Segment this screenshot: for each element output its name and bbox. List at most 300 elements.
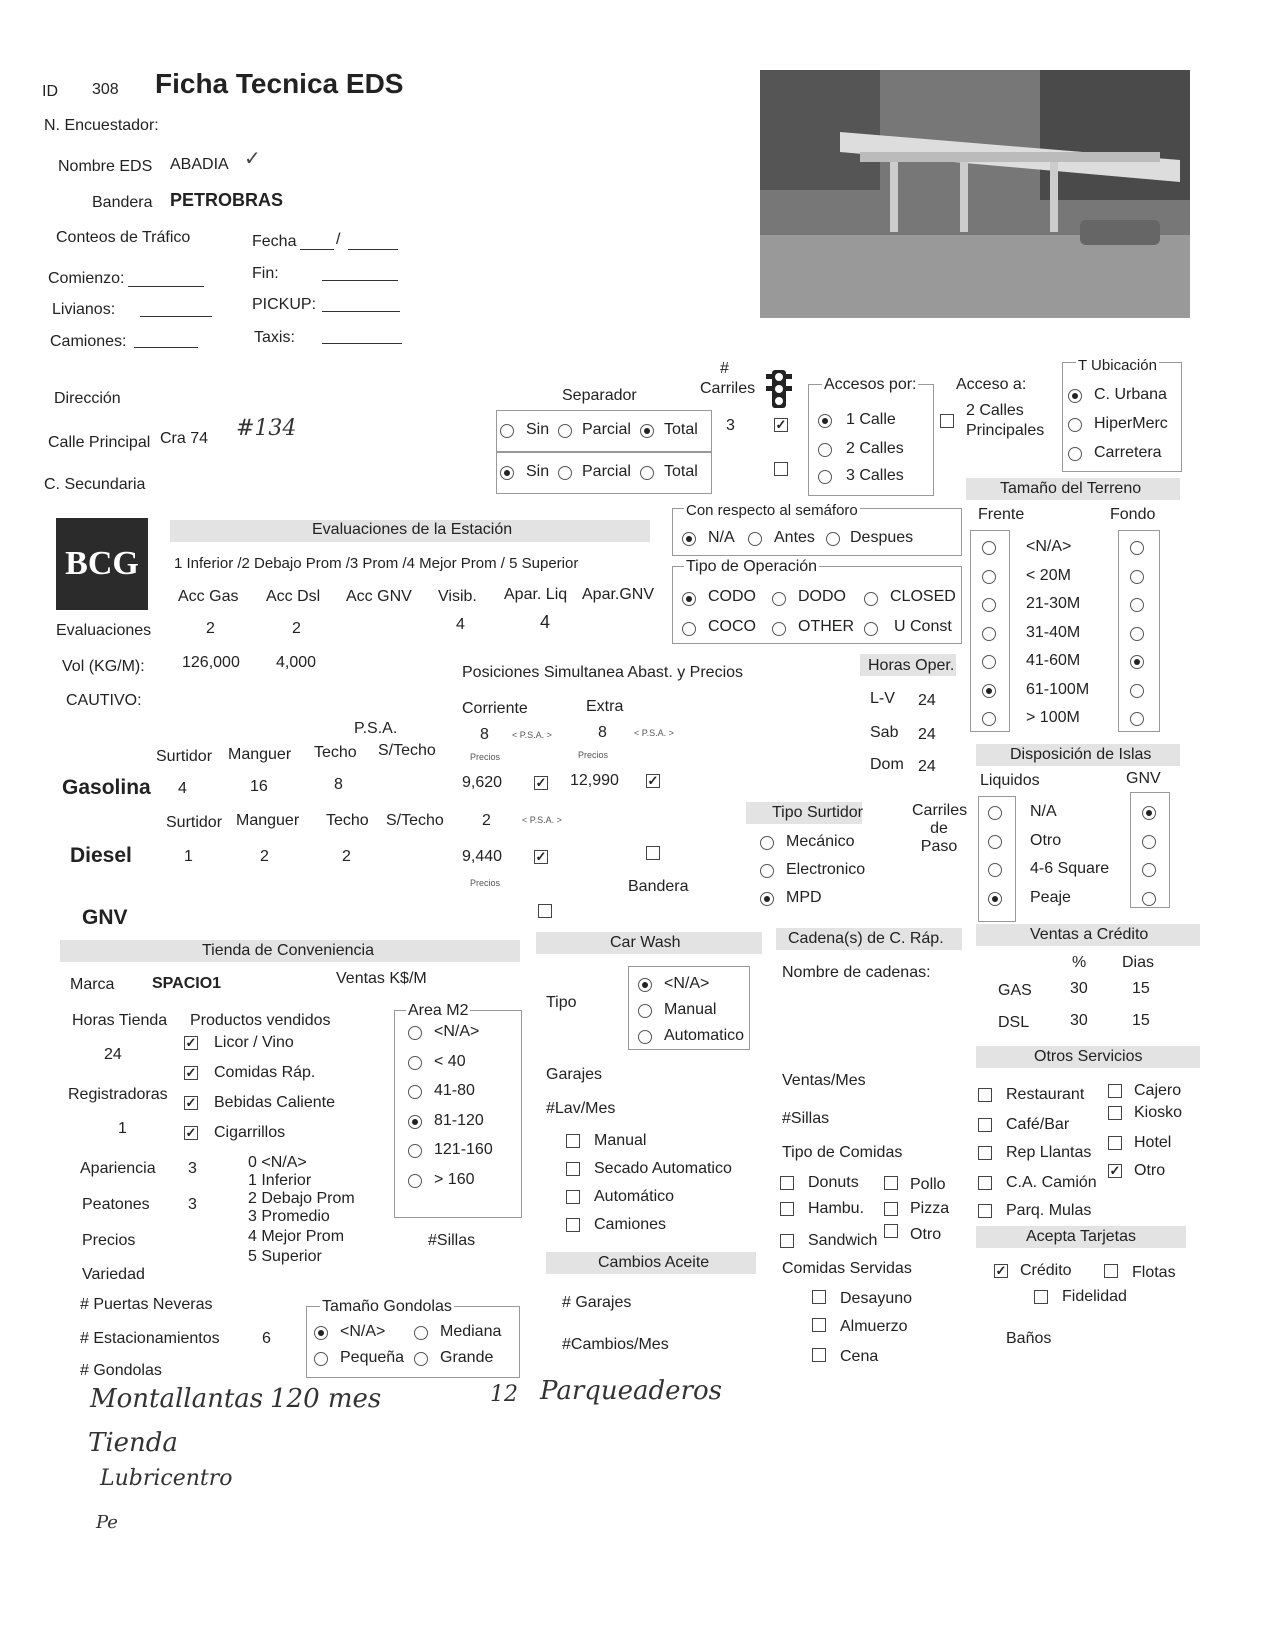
credito-gas-pct[interactable]: 30: [1070, 980, 1088, 997]
cadena-ventas-label: Ventas/Mes: [782, 1072, 866, 1089]
sandwich-label: Sandwich: [808, 1232, 878, 1249]
carriles-value[interactable]: 3: [726, 417, 735, 434]
livianos-field[interactable]: [140, 316, 212, 317]
fondo-radio-2[interactable]: [1130, 598, 1144, 612]
acceso-a-opt1: 2 Calles: [966, 402, 1024, 419]
gasolina-surtidor-label: Surtidor: [156, 748, 213, 765]
fecha-day-field[interactable]: [300, 249, 334, 250]
ubicacion-urbana-radio[interactable]: [1068, 389, 1082, 403]
frente-label: Frente: [978, 506, 1025, 523]
aceite-cambios-label: #Cambios/Mes: [562, 1336, 669, 1353]
frente-radio-0[interactable]: [982, 541, 996, 555]
gond-pequena-radio[interactable]: [314, 1352, 328, 1366]
tarjeta-credito-label: Crédito: [1020, 1262, 1072, 1279]
gnv-price-checkbox[interactable]: [538, 904, 552, 918]
carwash-automatico-label: Automatico: [664, 1027, 745, 1044]
op-codo-radio[interactable]: [682, 592, 696, 606]
sep-secundaria-total-radio[interactable]: [640, 466, 654, 480]
otro-servicio-label: Otro: [1134, 1162, 1166, 1179]
extra-price-checkbox[interactable]: ✓: [647, 773, 659, 788]
op-uconst-label: U Const: [894, 618, 952, 635]
area-option-label: 121-160: [434, 1141, 493, 1158]
semaforo-despues-label: Despues: [850, 529, 914, 546]
comienzo-field[interactable]: [128, 286, 204, 287]
credito-dsl-dias[interactable]: 15: [1132, 1012, 1150, 1029]
corriente-label: Corriente: [462, 700, 528, 717]
almuerzo-checkbox[interactable]: [812, 1318, 826, 1332]
donuts-label: Donuts: [808, 1174, 859, 1191]
accesos-2calles-radio[interactable]: [818, 443, 832, 457]
nombre-eds-value[interactable]: ABADIA: [170, 156, 229, 173]
semaforo-secundaria-checkbox[interactable]: [774, 462, 788, 476]
gond-na-radio[interactable]: [314, 1326, 328, 1340]
gond-mediana-label: Mediana: [440, 1323, 502, 1340]
scale-3: 3 Promedio: [248, 1208, 330, 1225]
op-coco-label: COCO: [708, 618, 756, 635]
gasolina-stecho-label: S/Techo: [378, 742, 436, 759]
otros-title: Otros Servicios: [1034, 1048, 1143, 1065]
fondo-radio-4[interactable]: [1130, 655, 1144, 669]
restaurant-label: Restaurant: [1006, 1086, 1085, 1103]
estacionamientos-value[interactable]: 6: [262, 1330, 271, 1347]
credito-pct-label: %: [1072, 954, 1087, 971]
registradoras-label: Registradoras: [68, 1086, 168, 1103]
cw-automatico-checkbox[interactable]: [566, 1190, 580, 1204]
gond-mediana-radio[interactable]: [414, 1326, 428, 1340]
note-12: 12: [490, 1382, 518, 1407]
fondo-radio-1[interactable]: [1130, 570, 1144, 584]
carwash-title: Car Wash: [610, 934, 681, 951]
col-visib: Visib.: [438, 588, 477, 605]
gondolas-group: [306, 1306, 520, 1378]
area-radio-2[interactable]: [408, 1085, 422, 1099]
peatones-label: Peatones: [82, 1196, 150, 1213]
direccion-label: Dirección: [54, 390, 121, 407]
page-title: Ficha Tecnica EDS: [155, 68, 404, 99]
posiciones-title: Posiciones Simultanea Abast. y Precios: [462, 664, 744, 681]
rep-llantas-checkbox[interactable]: [978, 1146, 992, 1160]
surtidor-mecanico-radio[interactable]: [760, 836, 774, 850]
credito-gas-dias[interactable]: 15: [1132, 980, 1150, 997]
pizza-label: Pizza: [910, 1200, 950, 1217]
islas-liquidos-radio-1[interactable]: [988, 835, 1002, 849]
area-radio-5[interactable]: [408, 1174, 422, 1188]
tarjeta-fidelidad-label: Fidelidad: [1062, 1288, 1127, 1305]
tarjeta-fidelidad-checkbox[interactable]: [1034, 1290, 1048, 1304]
sep-sin-label: Sin: [526, 421, 550, 438]
diesel-label: Diesel: [70, 844, 132, 867]
fin-field[interactable]: [322, 280, 398, 281]
cigarrillos-checkbox[interactable]: ✓: [185, 1125, 197, 1140]
ubicacion-hipermerc-radio[interactable]: [1068, 418, 1082, 432]
otro-comida-checkbox[interactable]: [884, 1224, 898, 1238]
gondolas-label: # Gondolas: [80, 1362, 162, 1379]
kiosko-checkbox[interactable]: [1108, 1106, 1122, 1120]
carriles-hash: #: [720, 360, 729, 377]
hambu-checkbox[interactable]: [780, 1202, 794, 1216]
cautivo-label: CAUTIVO:: [66, 692, 142, 709]
horas-title: Horas Oper.: [868, 657, 955, 674]
islas-option-label: N/A: [1030, 803, 1057, 820]
tamano-option-label: 21-30M: [1026, 595, 1081, 612]
area-option-label: < 40: [434, 1052, 466, 1070]
cadena-sillas-label: #Sillas: [782, 1110, 830, 1127]
area-option-label: > 160: [434, 1170, 475, 1188]
cajero-checkbox[interactable]: [1108, 1084, 1122, 1098]
cw-automatico-label: Automático: [594, 1188, 675, 1205]
ca-camion-checkbox[interactable]: [978, 1176, 992, 1190]
evaluaciones-row-label: Evaluaciones: [56, 622, 152, 639]
semaforo-na-radio[interactable]: [682, 532, 696, 546]
calle-principal-value[interactable]: Cra 74: [160, 430, 209, 447]
restaurant-checkbox[interactable]: [978, 1088, 992, 1102]
op-other-label: OTHER: [798, 618, 854, 635]
horas-lv-value[interactable]: 24: [918, 692, 936, 709]
bandera-col-label: Bandera: [628, 878, 689, 895]
cw-secado-checkbox[interactable]: [566, 1162, 580, 1176]
sep-sin-label: Sin: [526, 463, 550, 480]
apariencia-value[interactable]: 3: [188, 1160, 197, 1177]
accesos-1calle-label: 1 Calle: [846, 411, 896, 428]
horas-lv-label: L-V: [870, 690, 895, 707]
islas-title: Disposición de Islas: [1010, 746, 1152, 763]
registradoras-value[interactable]: 1: [118, 1120, 127, 1137]
calle-principal-handwritten: #134: [236, 416, 297, 441]
corriente-psa-label: < P.S.A. >: [512, 730, 552, 740]
diesel-stecho-label: S/Techo: [386, 812, 444, 829]
surtidor-electronico-radio[interactable]: [760, 864, 774, 878]
carwash-manual-label: Manual: [664, 1001, 717, 1018]
frente-radio-2[interactable]: [982, 598, 996, 612]
parq-mulas-label: Parq. Mulas: [1006, 1202, 1092, 1219]
camiones-field[interactable]: [134, 347, 198, 348]
ubicacion-carretera-radio[interactable]: [1068, 447, 1082, 461]
frente-radio-5[interactable]: [982, 684, 996, 698]
islas-gnv-radio-0[interactable]: [1142, 806, 1156, 820]
check-mark-icon: ✓: [244, 146, 261, 170]
eval-apar-liq-value[interactable]: 4: [540, 612, 551, 632]
gnv-label: GNV: [82, 906, 128, 929]
tamano-option-label: 31-40M: [1026, 623, 1081, 641]
desayuno-checkbox[interactable]: [812, 1290, 826, 1304]
credito-gas-label: GAS: [998, 982, 1032, 999]
acceso-a-opt2: Principales: [966, 422, 1045, 439]
bebidas-label: Bebidas Caliente: [214, 1094, 335, 1111]
carwash-automatico-radio[interactable]: [638, 1030, 652, 1044]
surtidor-mecanico-label: Mecánico: [786, 833, 855, 850]
comidas-rap-checkbox[interactable]: ✓: [185, 1065, 197, 1080]
horas-tienda-label: Horas Tienda: [72, 1012, 168, 1029]
islas-gnv-radio-1[interactable]: [1142, 835, 1156, 849]
tamano-option-label: 41-60M: [1026, 652, 1081, 669]
hotel-checkbox[interactable]: [1108, 1136, 1122, 1150]
acceso-2calles-checkbox[interactable]: [940, 414, 954, 428]
separador-label: Separador: [562, 387, 637, 404]
precios-label: Precios: [82, 1232, 136, 1249]
cadena-title: Cadena(s) de C. Ráp.: [788, 930, 944, 947]
pizza-checkbox[interactable]: [884, 1202, 898, 1216]
sep-total-label: Total: [664, 421, 698, 438]
tamano-option-label: < 20M: [1026, 566, 1071, 584]
diesel-precios-label: Precios: [470, 878, 501, 888]
taxis-field[interactable]: [322, 343, 402, 344]
apariencia-label: Apariencia: [80, 1160, 156, 1177]
accesos-3calles-label: 3 Calles: [846, 467, 904, 484]
donuts-checkbox[interactable]: [780, 1176, 794, 1190]
diesel-surtidor-value[interactable]: 1: [184, 848, 193, 865]
area-radio-1[interactable]: [408, 1056, 422, 1070]
op-dodo-radio[interactable]: [772, 592, 786, 606]
fecha-month-field[interactable]: [348, 249, 398, 250]
vol-dsl-value[interactable]: 4,000: [276, 654, 317, 671]
sep-principal-sin-radio[interactable]: [500, 424, 514, 438]
area-radio-4[interactable]: [408, 1144, 422, 1158]
marca-label: Marca: [70, 976, 115, 993]
semaforo-antes-radio[interactable]: [748, 532, 762, 546]
puertas-label: # Puertas Neveras: [80, 1296, 213, 1313]
gond-na-label: <N/A>: [340, 1323, 386, 1340]
diesel-manguer-label: Manguer: [236, 812, 300, 829]
islas-option-label: 4-6 Square: [1030, 860, 1110, 877]
camiones-label: Camiones:: [50, 333, 127, 350]
carwash-na-radio[interactable]: [638, 978, 652, 992]
corriente-psa-value[interactable]: 8: [480, 726, 489, 743]
ca-camion-label: C.A. Camión: [1006, 1174, 1097, 1191]
note-pe: Pe: [96, 1512, 118, 1533]
cw-manual-label: Manual: [594, 1132, 647, 1149]
accesos-1calle-radio[interactable]: [818, 414, 832, 428]
comidas-rap-label: Comidas Ráp.: [214, 1064, 316, 1081]
islas-gnv-radio-2[interactable]: [1142, 863, 1156, 877]
gasolina-surtidor-value[interactable]: 4: [178, 780, 187, 797]
scale-0: 0 <N/A>: [248, 1154, 307, 1171]
hambu-label: Hambu.: [808, 1200, 865, 1217]
pollo-label: Pollo: [910, 1176, 946, 1193]
parq-mulas-checkbox[interactable]: [978, 1204, 992, 1218]
sep-principal-total-radio[interactable]: [640, 424, 654, 438]
fecha-label: Fecha: [252, 233, 297, 250]
islas-liquidos-radio-2[interactable]: [988, 863, 1002, 877]
estacionamientos-label: # Estacionamientos: [80, 1330, 220, 1347]
evaluaciones-scale: 1 Inferior /2 Debajo Prom /3 Prom /4 Mejor Prom / 5 Superior: [174, 555, 579, 572]
diesel-manguer-value[interactable]: 2: [260, 848, 269, 865]
fin-label: Fin:: [252, 265, 279, 282]
surtidor-electronico-label: Electronico: [786, 861, 866, 878]
ubicacion-urbana-label: C. Urbana: [1094, 386, 1167, 403]
diesel-psa-value[interactable]: 2: [482, 812, 491, 829]
cena-checkbox[interactable]: [812, 1348, 826, 1362]
pollo-checkbox[interactable]: [884, 1176, 898, 1190]
area-radio-3[interactable]: [408, 1115, 422, 1129]
op-codo-label: CODO: [708, 588, 756, 605]
op-coco-radio[interactable]: [682, 622, 696, 636]
encuestador-label: N. Encuestador:: [44, 117, 159, 134]
note-parqueaderos: Parqueaderos: [540, 1376, 722, 1406]
semaforo-na-label: N/A: [708, 529, 735, 546]
gasolina-psa-label: P.S.A.: [354, 720, 398, 737]
kiosko-label: Kiosko: [1134, 1104, 1183, 1121]
credito-dsl-pct[interactable]: 30: [1070, 1012, 1088, 1029]
op-closed-radio[interactable]: [864, 592, 878, 606]
carwash-tipo-label: Tipo: [546, 994, 577, 1011]
extra-psa-value[interactable]: 8: [598, 724, 607, 741]
fondo-radio-0[interactable]: [1130, 541, 1144, 555]
bebidas-checkbox[interactable]: ✓: [185, 1095, 197, 1110]
accesos-3calles-radio[interactable]: [818, 470, 832, 484]
desayuno-label: Desayuno: [840, 1290, 913, 1307]
tarjeta-flotas-checkbox[interactable]: [1104, 1264, 1118, 1278]
horas-dom-value[interactable]: 24: [918, 758, 936, 775]
gasolina-manguer-value[interactable]: 16: [250, 778, 268, 795]
diesel-techo-value[interactable]: 2: [342, 848, 351, 865]
tam-gondolas-label: Tamaño Gondolas: [322, 1298, 452, 1315]
note-tienda: Tienda: [88, 1428, 178, 1458]
tipo-comidas-label: Tipo de Comidas: [782, 1144, 903, 1161]
corriente-precios-label: Precios: [470, 752, 501, 762]
horas-sab-label: Sab: [870, 724, 899, 741]
surtidor-mpd-radio[interactable]: [760, 892, 774, 906]
productos-label: Productos vendidos: [190, 1012, 331, 1029]
op-dodo-label: DODO: [798, 588, 846, 605]
scale-5: 5 Superior: [248, 1248, 322, 1265]
col-apar-gnv: Apar.GNV: [582, 586, 655, 603]
comidas-servidas-label: Comidas Servidas: [782, 1260, 912, 1277]
extra-price-value[interactable]: 12,990: [570, 772, 619, 789]
sandwich-checkbox[interactable]: [780, 1234, 794, 1248]
carwash-manual-radio[interactable]: [638, 1004, 652, 1018]
note-lubricentro: Lubricentro: [100, 1466, 233, 1491]
carriles-paso-label: Carriles de Paso: [912, 802, 968, 855]
corriente-price-value[interactable]: 9,620: [462, 774, 503, 791]
area-radio-0[interactable]: [408, 1026, 422, 1040]
cw-camiones-checkbox[interactable]: [566, 1218, 580, 1232]
cena-label: Cena: [840, 1348, 879, 1365]
tarjetas-title: Acepta Tarjetas: [1026, 1228, 1136, 1245]
sep-parcial-label: Parcial: [582, 421, 631, 438]
station-photo: [760, 70, 1190, 318]
diesel-price-checkbox[interactable]: ✓: [535, 849, 547, 864]
frente-radio-3[interactable]: [982, 627, 996, 641]
bandera-value[interactable]: PETROBRAS: [170, 190, 284, 210]
credito-title: Ventas a Crédito: [1030, 926, 1149, 943]
semaforo-despues-radio[interactable]: [826, 532, 840, 546]
fondo-radio-6[interactable]: [1130, 712, 1144, 726]
tamano-option-label: 61-100M: [1026, 680, 1090, 698]
ventas-ks-label: Ventas K$/M: [336, 970, 427, 987]
horas-tienda-value[interactable]: 24: [104, 1046, 122, 1063]
cafe-checkbox[interactable]: [978, 1118, 992, 1132]
tamano-option-label: > 100M: [1026, 709, 1080, 726]
fondo-radio-3[interactable]: [1130, 627, 1144, 641]
marca-value[interactable]: SPACIO1: [152, 975, 222, 992]
gond-grande-label: Grande: [440, 1349, 494, 1366]
bandera-label: Bandera: [92, 194, 153, 211]
tarjeta-credito-checkbox[interactable]: ✓: [995, 1263, 1007, 1278]
corriente-price-checkbox[interactable]: ✓: [535, 775, 547, 790]
horas-sab-value[interactable]: 24: [918, 726, 936, 743]
islas-option-label: Peaje: [1030, 888, 1071, 906]
frente-radio-4[interactable]: [982, 655, 996, 669]
gond-grande-radio[interactable]: [414, 1352, 428, 1366]
note-montallantas: Montallantas: [90, 1384, 264, 1414]
frente-radio-1[interactable]: [982, 570, 996, 584]
islas-gnv-radio-3[interactable]: [1142, 892, 1156, 906]
credito-dsl-label: DSL: [998, 1014, 1030, 1031]
cw-manual-checkbox[interactable]: [566, 1134, 580, 1148]
tipo-surtidor-title: Tipo Surtidor: [772, 804, 863, 821]
cw-camiones-label: Camiones: [594, 1216, 667, 1233]
diesel-price-value[interactable]: 9,440: [462, 848, 503, 865]
extra-precios-label: Precios: [578, 750, 609, 760]
sep-principal-parcial-radio[interactable]: [558, 424, 572, 438]
credito-dias-label: Dias: [1122, 954, 1155, 971]
area-option-label: 41-80: [434, 1082, 475, 1099]
islas-liquidos-radio-0[interactable]: [988, 806, 1002, 820]
diesel-surtidor-label: Surtidor: [166, 814, 223, 831]
pickup-field[interactable]: [322, 311, 400, 312]
id-value: 308: [92, 81, 119, 98]
gasolina-techo-value[interactable]: 8: [334, 776, 343, 793]
frente-radio-6[interactable]: [982, 712, 996, 726]
licor-label: Licor / Vino: [214, 1034, 294, 1051]
otro-servicio-checkbox[interactable]: ✓: [1109, 1163, 1121, 1178]
eval-acc-dsl-value[interactable]: 2: [292, 620, 301, 637]
eval-visib-value[interactable]: 4: [456, 616, 465, 633]
carriles-label: Carriles: [700, 380, 756, 397]
semaforo-antes-label: Antes: [774, 529, 815, 546]
islas-option-label: Otro: [1030, 831, 1062, 849]
cafe-label: Café/Bar: [1006, 1116, 1070, 1133]
sep-total-label: Total: [664, 463, 698, 480]
aceite-garajes-label: # Garajes: [562, 1294, 632, 1311]
id-label: ID: [42, 83, 58, 100]
gasolina-label: Gasolina: [62, 776, 151, 799]
sep-parcial-label: Parcial: [582, 463, 631, 480]
sep-secundaria-sin-radio[interactable]: [500, 466, 514, 480]
cadena-nombre-label: Nombre de cadenas:: [782, 964, 931, 981]
col-apar-liq: Apar. Liq: [504, 586, 568, 603]
bandera-checkbox[interactable]: [646, 846, 660, 860]
tienda-sillas-label: #Sillas: [428, 1232, 476, 1249]
taxis-label: Taxis:: [254, 329, 295, 346]
acceso-a-label: Acceso a:: [956, 376, 1027, 393]
extra-label: Extra: [586, 698, 624, 715]
bcg-logo: BCG: [56, 518, 148, 610]
sep-secundaria-parcial-radio[interactable]: [558, 466, 572, 480]
col-acc-gnv: Acc GNV: [346, 588, 412, 605]
fondo-radio-5[interactable]: [1130, 684, 1144, 698]
tamano-option-label: <N/A>: [1026, 538, 1072, 555]
eval-acc-gas-value[interactable]: 2: [206, 620, 215, 637]
almuerzo-label: Almuerzo: [840, 1318, 908, 1335]
tamano-title: Tamaño del Terreno: [1000, 480, 1142, 497]
op-other-radio[interactable]: [772, 622, 786, 636]
peatones-value[interactable]: 3: [188, 1196, 197, 1213]
tienda-title: Tienda de Conveniencia: [202, 942, 374, 959]
semaforo-principal-checkbox[interactable]: ✓: [775, 417, 787, 432]
islas-liquidos-label: Liquidos: [980, 772, 1040, 789]
op-uconst-radio[interactable]: [864, 622, 878, 636]
carwash-garajes-label: Garajes: [546, 1066, 603, 1083]
islas-liquidos-radio-3[interactable]: [988, 892, 1002, 906]
calle-secundaria-label: C. Secundaria: [44, 476, 146, 493]
accesos-label: Accesos por:: [824, 376, 917, 393]
rep-llantas-label: Rep Llantas: [1006, 1144, 1092, 1161]
vol-gas-value[interactable]: 126,000: [182, 654, 240, 671]
licor-checkbox[interactable]: ✓: [185, 1035, 197, 1050]
semaforo-label: Con respecto al semáforo: [686, 502, 858, 519]
date-separator: /: [336, 231, 341, 248]
